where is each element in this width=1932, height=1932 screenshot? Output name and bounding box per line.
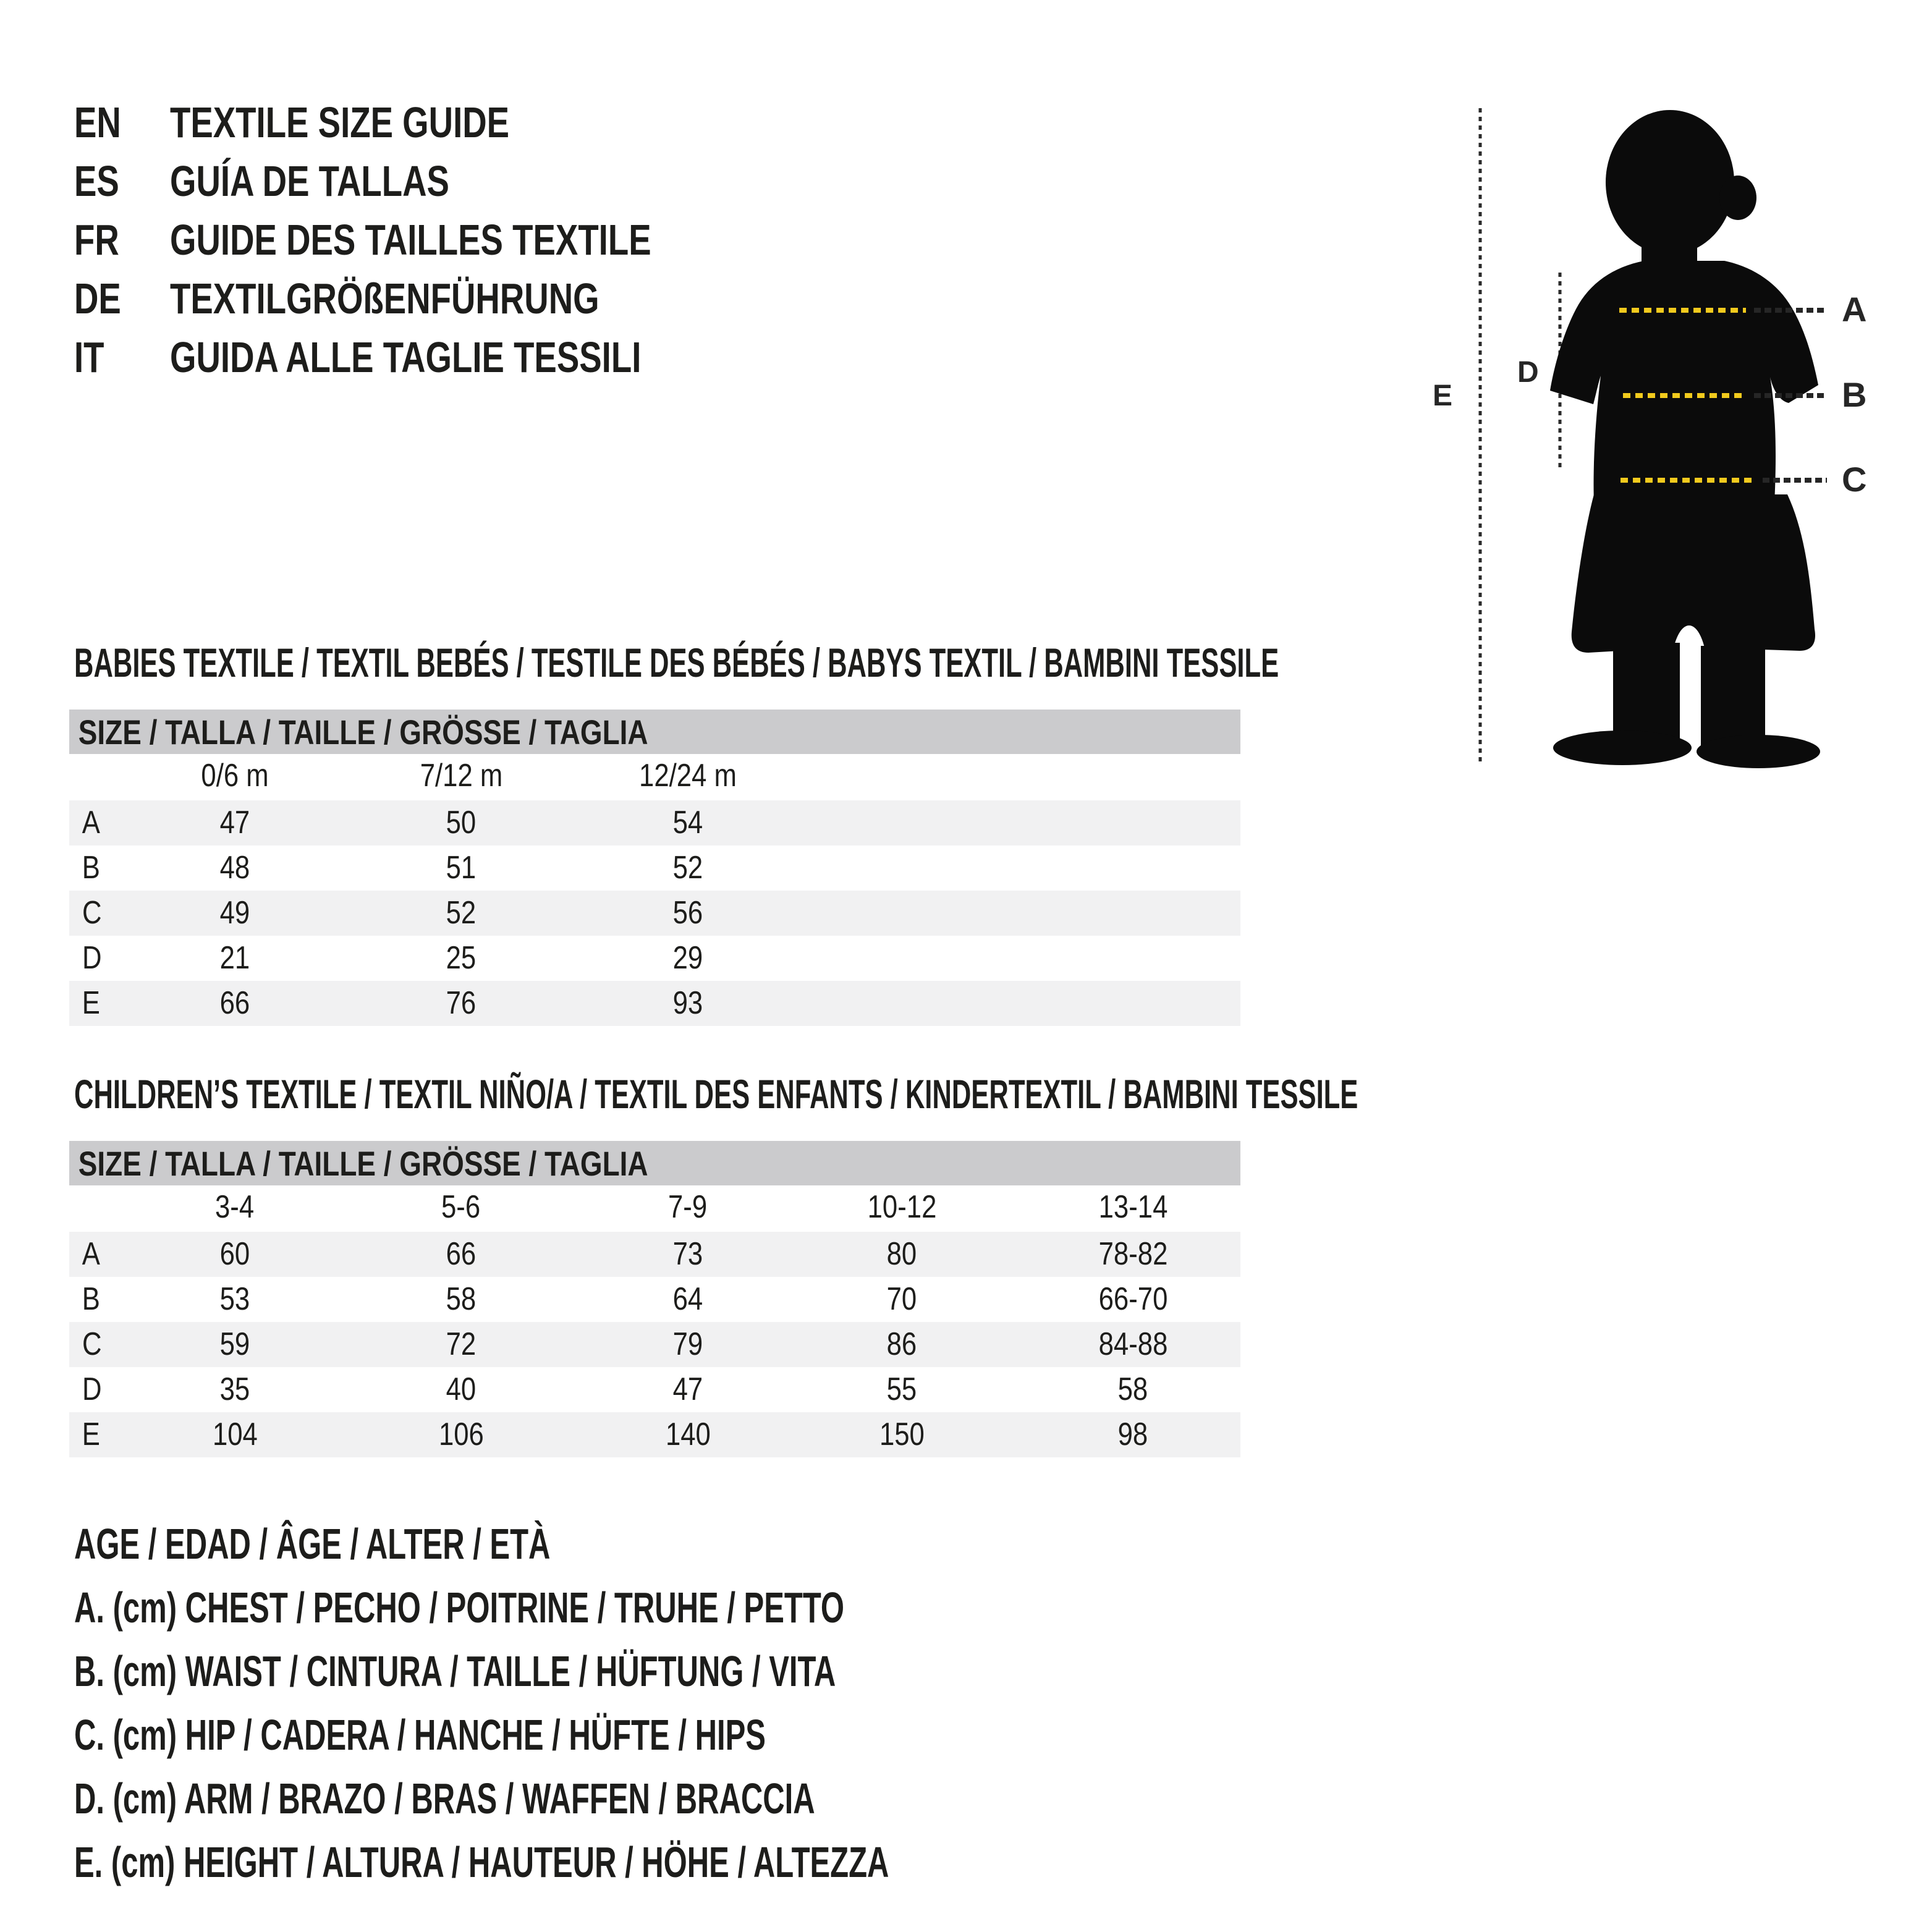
- table-cell: 79: [672, 1326, 703, 1362]
- table-cell: 52: [672, 850, 703, 886]
- table-cell: 47: [672, 1371, 703, 1407]
- table-cell: 66: [446, 1236, 477, 1272]
- header-title-it: GUIDA ALLE TAGLIE TESSILI: [170, 333, 642, 381]
- header-title-es: GUÍA DE TALLAS: [170, 157, 449, 205]
- table-row: [69, 891, 1240, 936]
- table-row: [69, 845, 1240, 891]
- row-label: B: [82, 1281, 100, 1317]
- header-title-fr: GUIDE DES TAILLES TEXTILE: [170, 216, 651, 264]
- table-row: [69, 800, 1240, 845]
- legend-height: E. (cm) HEIGHT / ALTURA / HAUTEUR / HÖHE / ALTEZZA: [74, 1838, 889, 1886]
- table-cell: 86: [886, 1326, 917, 1362]
- babies-size-table: [69, 710, 1240, 1026]
- children-table-header-bar: SIZE / TALLA / TAILLE / GRÖSSE / TAGLIA: [69, 1141, 1240, 1185]
- figure-label-d: D: [1517, 356, 1539, 389]
- table-cell: 48: [219, 850, 250, 886]
- table-cell: 53: [219, 1281, 250, 1317]
- table-cell: 58: [1117, 1371, 1148, 1407]
- table-cell: 55: [886, 1371, 917, 1407]
- row-label: C: [82, 1326, 102, 1362]
- table-cell: 64: [672, 1281, 703, 1317]
- table-cell: 56: [672, 895, 703, 931]
- table-row: [69, 1232, 1240, 1277]
- header-lang-code-it: IT: [74, 333, 104, 381]
- row-label: B: [82, 850, 100, 886]
- column-header: 12/24 m: [639, 758, 737, 794]
- table-row: [69, 981, 1240, 1026]
- table-cell: 70: [886, 1281, 917, 1317]
- row-label: E: [82, 985, 100, 1021]
- babies-section-title: BABIES TEXTILE / TEXTIL BEBÉS / TESTILE DES BÉBÉS / BABYS TEXTIL / BAMBINI TESSILE: [74, 640, 1279, 685]
- figure-label-c: C: [1842, 460, 1867, 499]
- table-cell: 140: [665, 1417, 711, 1452]
- column-header: 0/6 m: [201, 758, 269, 794]
- header-lang-code-en: EN: [74, 98, 121, 146]
- table-cell: 76: [446, 985, 477, 1021]
- table-cell: 59: [219, 1326, 250, 1362]
- children-size-table: [69, 1141, 1240, 1457]
- table-cell: 72: [446, 1326, 477, 1362]
- column-header: 10-12: [867, 1189, 936, 1225]
- table-cell: 50: [446, 805, 477, 841]
- table-cell: 58: [446, 1281, 477, 1317]
- figure-label-a: A: [1842, 290, 1867, 329]
- table-cell: 21: [219, 940, 250, 976]
- children-column-header-row: [69, 1185, 1240, 1232]
- row-label: D: [82, 1371, 102, 1407]
- legend-waist: B. (cm) WAIST / CINTURA / TAILLE / HÜFTUNG / VITA: [74, 1647, 836, 1695]
- table-row: [69, 1412, 1240, 1457]
- babies-column-header-row: [69, 754, 1240, 800]
- column-header: 7/12 m: [420, 758, 502, 794]
- row-label: A: [82, 805, 100, 841]
- babies-table-header-bar: SIZE / TALLA / TAILLE / GRÖSSE / TAGLIA: [69, 710, 1240, 754]
- legend-chest: A. (cm) CHEST / PECHO / POITRINE / TRUHE / PETTO: [74, 1583, 845, 1632]
- table-cell: 54: [672, 805, 703, 841]
- legend-hip: C. (cm) HIP / CADERA / HANCHE / HÜFTE / HIPS: [74, 1711, 766, 1759]
- table-cell: 51: [446, 850, 477, 886]
- column-header: 3-4: [215, 1189, 255, 1225]
- table-cell: 40: [446, 1371, 477, 1407]
- table-row: [69, 1277, 1240, 1322]
- table-cell: 66: [219, 985, 250, 1021]
- table-row: [69, 936, 1240, 981]
- row-label: D: [82, 940, 102, 976]
- table-cell: 104: [212, 1417, 258, 1452]
- size-figure: [1409, 99, 1932, 816]
- table-cell: 25: [446, 940, 477, 976]
- row-label: C: [82, 895, 102, 931]
- header-lang-code-de: DE: [74, 274, 121, 323]
- legend-age: AGE / EDAD / ÂGE / ALTER / ETÀ: [74, 1520, 551, 1568]
- table-cell: 106: [438, 1417, 484, 1452]
- row-label: E: [82, 1417, 100, 1452]
- table-cell: 78-82: [1098, 1236, 1167, 1272]
- table-cell: 29: [672, 940, 703, 976]
- table-cell: 73: [672, 1236, 703, 1272]
- table-cell: 35: [219, 1371, 250, 1407]
- header-lang-code-fr: FR: [74, 216, 119, 264]
- table-cell: 60: [219, 1236, 250, 1272]
- header-lang-code-es: ES: [74, 157, 119, 205]
- table-cell: 52: [446, 895, 477, 931]
- children-section-title: CHILDREN’S TEXTILE / TEXTIL NIÑO/A / TEXTIL DES ENFANTS / KINDERTEXTIL / BAMBINI TESSILE: [74, 1071, 1358, 1117]
- table-cell: 49: [219, 895, 250, 931]
- table-row: [69, 1367, 1240, 1412]
- table-cell: 93: [672, 985, 703, 1021]
- row-label: A: [82, 1236, 100, 1272]
- column-header: 5-6: [441, 1189, 481, 1225]
- header-title-de: TEXTILGRÖßENFÜHRUNG: [170, 274, 600, 323]
- table-cell: 150: [879, 1417, 925, 1452]
- table-cell: 47: [219, 805, 250, 841]
- figure-label-b: B: [1842, 375, 1867, 414]
- column-header: 13-14: [1098, 1189, 1167, 1225]
- header-title-en: TEXTILE SIZE GUIDE: [170, 98, 510, 146]
- table-cell: 98: [1117, 1417, 1148, 1452]
- table-cell: 80: [886, 1236, 917, 1272]
- column-header: 7-9: [668, 1189, 708, 1225]
- legend-arm: D. (cm) ARM / BRAZO / BRAS / WAFFEN / BRACCIA: [74, 1774, 815, 1823]
- table-cell: 66-70: [1098, 1281, 1167, 1317]
- table-row: [69, 1322, 1240, 1367]
- figure-label-e: E: [1433, 379, 1453, 412]
- table-cell: 84-88: [1098, 1326, 1167, 1362]
